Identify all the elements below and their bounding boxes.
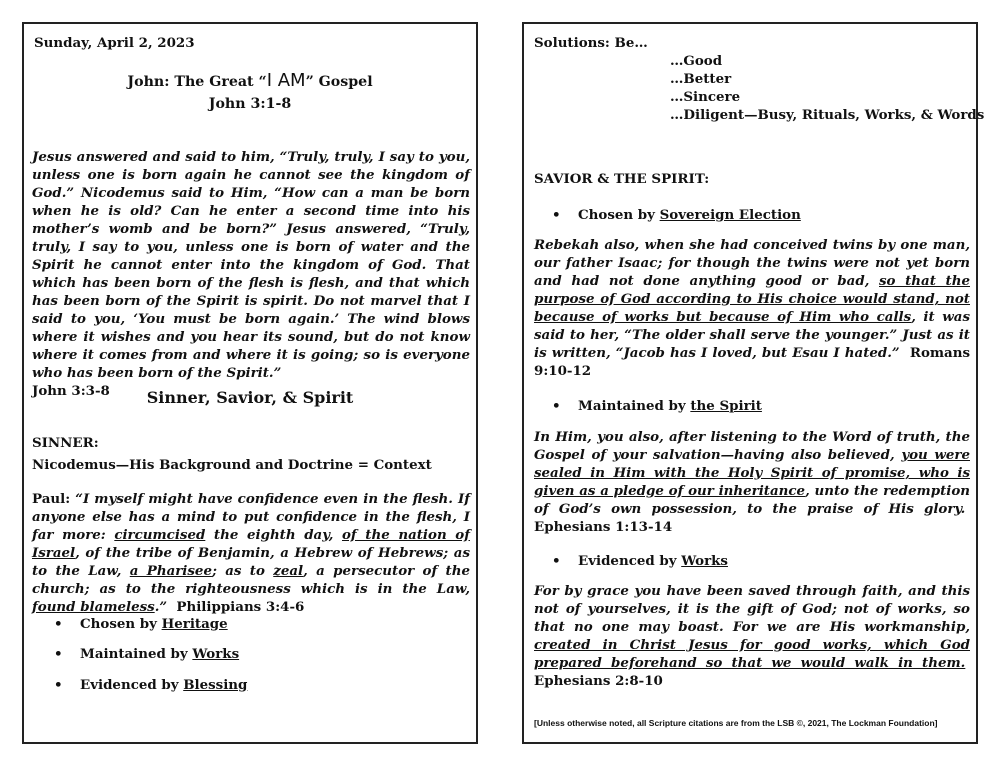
solutions-label: Solutions: Be…: [534, 35, 648, 51]
bullet-icon: •: [54, 677, 63, 693]
right-page: Solutions: Be… …Good …Better …Sincere …Diligent—Busy, Rituals, Works, & Words SAVIOR & THE SPIRIT: • Chosen by Sovereign Election Rebekah also, when she had conceived twins by one man, our father Isaac; for though the twins were not yet born and had not done anything good or bad, so that the purpose of God according to His choice would stand, not because of works but because of Him who calls, it was said to her, “The older shall serve the younger.” Just as it is written, “Jacob has I loved, but Esau I hated.” Romans 9:10-12 • Maintained by the Spirit In Him, you also, after listening to the Word of truth, the Gospel of your salvation—having also believed, you were sealed in Him with the Holy Spirit of promise, who is given as a pledge of our inheritance, unto the redemption of God’s own possession, to the praise of His glory. Ephesians 1:13-14 • Evidenced by Works For by grace you have been saved through faith, and this not of yourselves, it is the gift of God; not of works, so that no one may boast. For we are His workmanship, created in Christ Jesus for good works, which God prepared beforehand so that we would walk in them. Ephesians 2:8-10 [Unless otherwise noted, all Scripture citations are from the LSB ©, 2021, The Lockman Foundation]: [522, 22, 978, 744]
bullet-icon: •: [54, 616, 63, 632]
scripture-footnote: [Unless otherwise noted, all Scripture citations are from the LSB ©, 2021, The Lockman Foundation]: [534, 718, 938, 728]
left-page: Sunday, April 2, 2023 John: The Great “I AM” Gospel John 3:1-8 Jesus answered and said to him, “Truly, truly, I say to you, unless one is born again he cannot see the kingdom of God.” Nicodemus said to Him, “How can a man be born when he is old? Can he enter a second time into his mother’s womb and be born?” Jesus answered, “Truly, truly, I say to you, unless one is born of water and the Spirit he cannot enter into the kingdom of God. That which has been born of the flesh is flesh, and that which has been born of the Spirit is spirit. Do not marvel that I said to you, ‘You must be born again.’ The wind blows where it wishes and you hear its sound, but do not know where it comes from and where it is going; so is everyone who has been born of the Spirit.” John 3:3-8 Sinner, Savior, & Spirit SINNER: Nicodemus—His Background and Doctrine = Context Paul: “I myself might have confidence even in the flesh. If anyone else has a mind to put confidence in the flesh, I far more: circumcised the eighth day, of the nation of Israel, of the tribe of Benjamin, a Hebrew of Hebrews; as to the Law, a Pharisee; as to zeal, a persecutor of the church; as to the righteousness which is in the Law, found blameless.” Philippians 3:4-6 • Chosen by Heritage • Maintained by Works • Evidenced by Blessing: [22, 22, 478, 744]
ephesians2-passage: For by grace you have been saved through faith, and this not of yourselves, it is the gift of God; not of works, so that no one may boast. For we are His workmanship, created in Christ Jesus for good works, which God prepared beforehand so that we would walk in them. Ephesians 2:8-10: [534, 583, 970, 689]
solution-sincere: …Sincere: [670, 89, 741, 105]
solution-diligent: …Diligent—Busy, Rituals, Works, & Words: [670, 107, 985, 123]
i-am-label: I AM: [266, 70, 306, 91]
savior-heading: SAVIOR & THE SPIRIT:: [534, 171, 710, 187]
bullet-icon: •: [54, 646, 63, 662]
sermon-date: Sunday, April 2, 2023: [34, 35, 195, 51]
passage-text: Jesus answered and said to him, “Truly, truly, I say to you, unless one is born again he cannot see the kingdom of God.” Nicodemus said to Him, “How can a man be born when he is old? Can he enter a second time into his mother’s womb and be born?” Jesus answered, “Truly, truly, I say to you, unless one is born of water and the Spirit he cannot enter into the kingdom of God. That which has been born of the flesh is flesh, and that which has been born of the Spirit is spirit. Do not marvel that I said to you, ‘You must be born again.’ The wind blows where it wishes and you hear its sound, but do not know where it comes from and where it is going; so is everyone who has been born of the Spirit.”: [32, 149, 470, 381]
bullet-icon: •: [552, 553, 561, 569]
section-title: Sinner, Savior, & Spirit: [146, 388, 354, 407]
nicodemus-line: Nicodemus—His Background and Doctrine = Context: [32, 457, 432, 473]
paul-quote: Paul: “I myself might have confidence even in the flesh. If anyone else has a mind to put confidence in the flesh, I far more: circumcised the eighth day, of the nation of Israel, of the tribe of Benjamin, a Hebrew of Hebrews; as to the Law, a Pharisee; as to zeal, a persecutor of the church; as to the righteousness which is in the Law, found blameless.” Philippians 3:4-6: [32, 491, 470, 615]
bullet-icon: •: [552, 398, 561, 414]
sermon-title: John: The Great “I AM” Gospel: [127, 70, 373, 91]
sinner-heading: SINNER:: [32, 435, 99, 451]
bullet-icon: •: [552, 207, 561, 223]
ephesians1-passage: In Him, you also, after listening to the Word of truth, the Gospel of your salvation—having also believed, you were sealed in Him with the Holy Spirit of promise, who is given as a pledge of our inheritance, unto the redemption of God’s own possession, to the praise of His glory. Ephesians 1:13-14: [534, 429, 971, 535]
romans-passage: Rebekah also, when she had conceived twins by one man, our father Isaac; for though the twins were not yet born and had not done anything good or bad, so that the purpose of God according to His choice would stand, not because of works but because of Him who calls, it was said to her, “The older shall serve the younger.” Just as it is written, “Jacob has I loved, but Esau I hated.” Romans 9:10-12: [534, 237, 971, 379]
solution-better: …Better: [670, 71, 732, 87]
solution-good: …Good: [670, 53, 723, 69]
passage-ref: John 3:3-8: [32, 383, 110, 399]
sermon-reference: John 3:1-8: [208, 96, 292, 112]
passage-block: [32, 148, 470, 400]
